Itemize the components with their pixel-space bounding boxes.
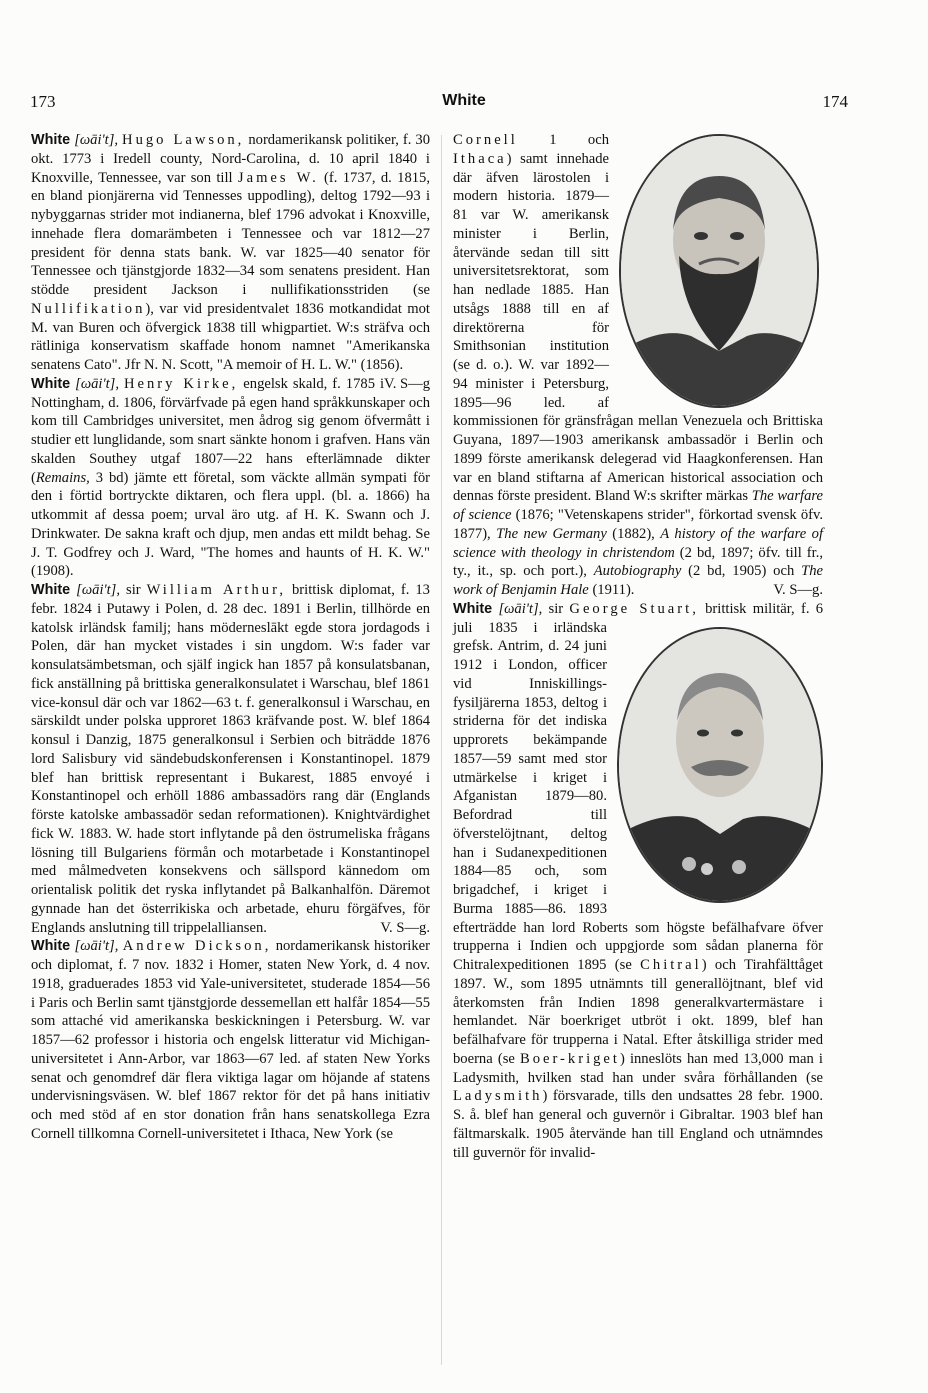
entry-text: nordamerikansk historiker och diplomat, f. 7 nov. 1832 i Homer, staten New York, d. 4 nov. 1918, graduerades 1853 vid Yale-universitetet, studerade 1854—56 i Paris och Berlin samt tjänstgjorde dessemellan ett halfår 1854—55 som attaché vid amerikanska beskickningen i Petersburg. W. var 1857—62 professor i historia och engelsk litteratur vid Michigan-universitetet i Ann-Arbor, var 1863—67 led. af staten New Yorks senat och genomdref där flera viktiga lagar om höjande af statens undervisningsväsen. W. blef 1867 rektor för det på hans initiativ och med stöd af en stor donation från hans senatskollega Ezra Cornell tillkomna Cornell-universitetet i Ithaca, New York (se	[31, 938, 430, 1142]
entry-william-arthur-white	[31, 581, 430, 937]
author-signature: V. S—g.	[380, 919, 430, 936]
entry-text: (1876; "Vetenskapens strider", förkortad svensk öfv. 1877),	[453, 507, 823, 542]
entry-text: och	[559, 132, 609, 148]
entry-text: ) försvarade, tills den undsattes 28 febr. 1900. S. å. blef han general och guvernör i Gibraltar. 1903 blef han fältmarskalk. 1905 återvände han till England och utnämndes till guvernör för invalid-	[453, 1088, 823, 1161]
entry-text: ) och Tirahfälttåget 1897. W., som 1895 utnämnts till generallöjtnant, blef vid återkomsten från Indien 1898 generalkvartermästare i hemlandet. När boerkriget utbröt i okt. 1899, blef han befälhafvare för trupperna i Natal. Efter åtskilliga strider med boerna (se	[453, 957, 823, 1067]
work-title: A history of the warfare of science with theology in christendom	[453, 525, 823, 561]
entry-andrew-dickson-white-cont	[453, 131, 823, 600]
right-column	[453, 131, 823, 1162]
headword: White	[453, 600, 493, 617]
person-name: Andrew Dickson,	[122, 938, 272, 955]
pronunciation: [ωāi't],	[74, 132, 119, 148]
portrait-andrew-dickson-white	[619, 134, 819, 408]
entry-text: ), var vid presidentvalet 1836 motkandidat mot M. van Buren och öfvergick 1838 till whigpartiet. W:s sträfva och rätliniga konservatism skaffade honom namnet "Amerikanska senatens Cato". Jfr N. N. Scott, "A memoir of H. L. W." (1856).	[31, 300, 430, 373]
page-number-left: 173	[30, 92, 56, 111]
cross-reference: Ithaca	[453, 150, 507, 167]
cross-reference: Nullifikation	[31, 300, 146, 317]
portrait-george-stuart-white	[617, 627, 823, 903]
headword: White	[31, 582, 71, 598]
entry-text: (f. 1737, d. 1815, en bland pionjärerna vid Tennesses uppodling), deltog 1792—93 i nybyggarnas strider mot indianerna, blef 1796 advokat i Knoxville, innehade flera domarämbeten i Tennessee och var 1812—27 president för denna stats bank. W. var 1825—40 senator för Tennessee och tjänstgjorde 1832—34 som senatens president. Han stödde president Jackson i nullifikationsstriden (se	[31, 169, 430, 298]
person-name: William Arthur,	[146, 582, 287, 598]
headword: White	[31, 132, 71, 148]
work-title: Remains,	[35, 469, 90, 486]
person-name: James W.	[237, 169, 319, 186]
entry-text: (1911).	[588, 582, 635, 598]
entry-text: brittisk diplomat, f. 13 febr. 1824 i Putawy i Polen, d. 28 dec. 1891 i Berlin, tillhörde en katolsk irländsk familj; hans möderneslākt egde stora jordagods i Polen, där han mycket vistades i sin ungdom. W:s fader var konsulatsämbetsman, och själf ingick han 1857 på konsulatsbanan, fick anställning på brittiska generalkonsulatet i Warschau, blef 1861 vice-konsul där och var 1862—63 t. f. generalkonsul i Warschau, en särskildt under polska upproret 1863 kräfvande post. W. blef 1864 konsul i Danzig, 1875 generalkonsul i Serbien och biträdde 1876 lord Salisbury vid sändebudskonferensen i Konstantinopel. 1879 blef han brittisk representant i Bukarest, 1885 envoyé i Konstantinopel och erhöll 1886 ambassadörs rang där (Englands förste katolske ambassadör sedan reformationen). Knightvärdighet fick W. 1883. W. hade stort inflytande på den östrumeliska frågans lösning till Bulgariens förmån och motarbetade i Konstantinopel med målmedveten konsekvens och sällspord kännedom om orientalisk politik det ryska inflytandet på Balkanhalfön. Däremot gynnade han det österrikiska och arbetade, ehuru förgäfves, för Englands anslutning till trippelalliansen.	[31, 582, 430, 936]
headword: White	[31, 375, 71, 392]
page-header	[0, 92, 928, 122]
entry-text: (2 bd, 1897; öfv. till fr., ty., it., sp. och port.),	[453, 544, 823, 580]
page-number-right: 174	[822, 92, 848, 111]
entry-text: ) inneslöts han med 13,000 man i Ladysmith, hvilken stad han under svåra förhållanden (se	[453, 1050, 823, 1086]
name-prefix: sir	[126, 582, 147, 598]
military-officer-portrait-icon	[619, 629, 821, 901]
work-title: The work of Benjamin Hale	[453, 563, 823, 598]
column-divider	[441, 135, 442, 1365]
cross-reference: Boer-kriget	[519, 1050, 620, 1067]
entry-text: 3 bd) jämte ett företal, som väckte allmän sympati för den i förtid bortryckte diktaren, och flera uppl. (bl. a. 1866) ha utkommit af dessa poem; urval äro utg. af H. K. Swann och J. Drinkwater. De sakna kraft och djup, men andas ett mildt behag. Se J. T. Godfrey och J. Ward, "The homes and haunts of H. K. W." (1908).	[31, 469, 430, 580]
entry-text: engelsk skald, f. 1785 i Nottingham, d. 1806, förvärfvade på egen hand språkkunskaper och kom till Cambridges universitet, men ådrog sig genom öfvermått i studier ett lunglidande, som snart sänkte honom i grafven. Hans vän skalden Southey utgaf 1807—22 hans efterlämnade dikter (	[31, 375, 430, 486]
cross-reference: Ladysmith	[453, 1088, 543, 1105]
entry-henry-kirke-white	[31, 375, 430, 581]
entry-text: brittisk militär, f. 6 juli 1835 i irländska grefsk. Antrim, d. 24 juni 1912 i London, officer vid Inniskillings-fysiljärerna 1853, deltog i striderna för det indiska upprorets bekämpande 1857—59 samt med stor utmärkelse i kriget i Afganistan 1879—80. Befordrad till öfverstelöjtnant, deltog han i Sudanexpeditionen 1884—85 och, som brigadchef, i kriget i Burma 1885—86. 1893 efterträdde han lord Roberts som högste befälhafvare öfver trupperna i Indien och uppgjorde som sådan planerna för Chitralexpeditionen 1895 (se	[453, 600, 824, 973]
running-head: White	[442, 92, 486, 109]
work-title: The warfare of science	[453, 488, 823, 523]
cross-reference: Cornell 1	[453, 132, 560, 148]
cross-reference: Chitral	[640, 957, 702, 973]
left-column	[31, 131, 430, 1144]
pronunciation: [ωāi't],	[498, 600, 543, 617]
pronunciation: [ωāi't],	[75, 375, 119, 392]
pronunciation: [ωāi't],	[74, 938, 119, 955]
entry-text: (2 bd, 1905) och	[681, 563, 802, 580]
name-prefix: sir	[548, 600, 570, 617]
person-name: Henry Kirke,	[123, 375, 239, 392]
pronunciation: [ωāi't],	[76, 582, 121, 598]
work-title: The new Germany	[496, 525, 607, 542]
entry-text: ) samt innehade där äfven lärostolen i modern historia. 1879—81 var W. amerikansk minister i Berlin, återvände sedan till sitt universitetsrektorat, som han nedlade 1885. Han utsågs 1888 till en af direktörerna för Smithsonian institution (se d. o.). W. var 1892—94 minister i Petersburg, 1895—96 led. af kommissionen för gränsfrågan mellan Venezuela och Brittiska Guyana, 1897—1903 amerikansk ambassadör i Berlin och 1899 förste amerikansk delegerad vid Haagkonferensen. Han var en bland stiftarna af American historical association och dennas förste president. Bland W:s skrifter märkas	[453, 150, 823, 505]
headword: White	[31, 938, 71, 955]
person-name: George Stuart,	[569, 600, 699, 617]
author-signature: V. S—g	[384, 375, 430, 392]
entry-george-stuart-white	[453, 600, 823, 1163]
entry-text: (1882),	[606, 525, 661, 542]
entry-andrew-dickson-white	[31, 937, 430, 1143]
entry-text: nordamerikansk politiker, f. 30 okt. 1773 i Iredell county, Nord-Carolina, d. 10 april 1840 i Knoxville, Tennessee, var son till	[31, 132, 430, 186]
bearded-man-portrait-icon	[621, 136, 817, 406]
author-signature: V. S—g.	[773, 582, 823, 598]
person-name: Hugo Lawson,	[122, 132, 245, 148]
work-title: Autobiography	[593, 563, 682, 580]
